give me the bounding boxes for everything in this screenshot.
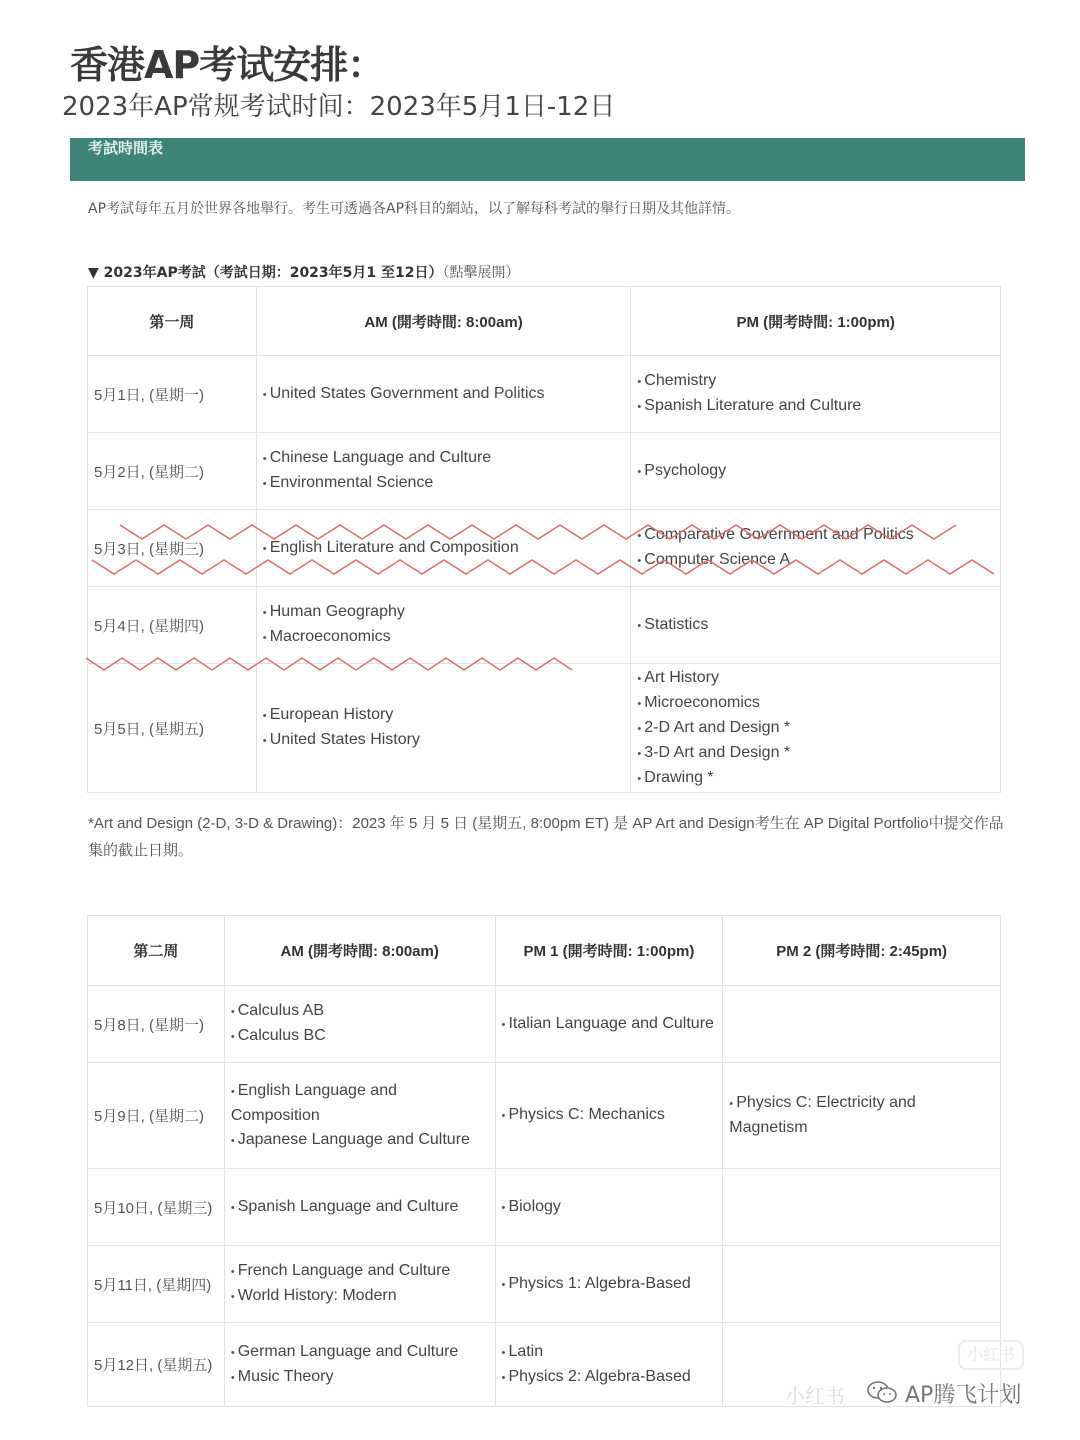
week2-pm1-list [502,1012,717,1037]
subject-item: • Human Geography [263,600,625,625]
week1-row [88,587,1001,664]
week2-am-list [231,999,489,1049]
subject-item: • Psychology [637,459,994,484]
week1-am-list [263,536,625,561]
subject-item: • Calculus BC [231,1024,489,1049]
account-watermark: AP腾飞计划 [905,1383,1022,1408]
week1-pm-cell [631,356,1001,433]
week2-pm1-list [502,1195,717,1220]
subject-item: • 3-D Art and Design * [637,741,994,766]
subject-item: • United States History [263,728,625,753]
subject-item: • Physics C: Electricity and Magnetism [729,1091,994,1140]
intro-text: AP考試每年五月於世界各地舉行。考生可透過各AP科目的網站，以了解每科考試的舉行日期及其他詳情。 [88,201,741,217]
exam-date: 5月4日, (星期四) [88,587,257,664]
schedule-banner [70,138,1025,181]
week1-am-list [263,600,625,650]
page-title: 香港AP考试安排： [70,43,385,87]
week2-header-pm1: PM 1 (開考時間: 1:00pm) [495,916,723,986]
week1-table [87,286,1001,793]
week2-pm2-cell [723,1169,1001,1246]
subject-item: • Italian Language and Culture [502,1012,717,1037]
week1-pm-list [637,369,994,419]
banner-label: 考試時間表 [88,139,164,157]
week1-pm-cell [631,587,1001,664]
subject-item: • Environmental Science [263,471,625,496]
exam-date: 5月2日, (星期二) [88,433,257,510]
week2-row [88,1063,1001,1169]
subject-item: • Chinese Language and Culture [263,446,625,471]
wechat-icon [866,1380,898,1404]
week1-pm-list [637,459,994,484]
subject-item: • Spanish Literature and Culture [637,394,994,419]
week1-row [88,510,1001,587]
subject-item: • Calculus AB [231,999,489,1024]
subject-item: • Statistics [637,613,994,638]
exam-date: 5月12日, (星期五) [88,1323,225,1407]
subject-item: • Latin [502,1340,717,1365]
week1-pm-cell [631,664,1001,793]
week2-header-week: 第二周 [88,916,225,986]
week1-am-list [263,382,625,407]
subject-item: • Physics 2: Algebra-Based [502,1365,717,1390]
week1-pm-list [637,523,994,573]
week1-header-pm: PM (開考時間: 1:00pm) [631,287,1001,356]
exam-date: 5月8日, (星期一) [88,986,225,1063]
subject-item: • Microeconomics [637,691,994,716]
week2-pm2-cell [723,986,1001,1063]
platform-watermark: 小红书 [785,1384,845,1408]
week2-am-list [231,1195,489,1220]
week2-row [88,1323,1001,1407]
week2-am-cell [224,986,495,1063]
subject-item: • Drawing * [637,766,994,791]
subject-item: • English Literature and Composition [263,536,625,561]
week2-pm1-list [502,1103,717,1128]
week1-row [88,433,1001,510]
week2-am-list [231,1079,489,1153]
section-label: ▼ 2023年AP考試（考試日期：2023年5月1 至12日） [88,265,443,281]
week2-pm1-cell [495,1323,723,1407]
week2-header-pm2: PM 2 (開考時間: 2:45pm) [723,916,1001,986]
week2-pm2-cell [723,1246,1001,1323]
exam-date: 5月10日, (星期三) [88,1169,225,1246]
week1-am-cell [256,433,631,510]
subject-item: • Physics 1: Algebra-Based [502,1272,717,1297]
week1-pm-list [637,613,994,638]
subject-item: • Comparative Government and Politics [637,523,994,548]
exam-date: 5月5日, (星期五) [88,664,257,793]
week1-header-am: AM (開考時間: 8:00am) [256,287,631,356]
week2-am-list [231,1259,489,1309]
week2-row [88,1169,1001,1246]
week2-table [87,915,1001,1407]
subject-item: • English Language and Composition [231,1079,489,1128]
week2-header-am: AM (開考時間: 8:00am) [224,916,495,986]
exam-date: 5月1日, (星期一) [88,356,257,433]
subject-item: • Chemistry [637,369,994,394]
subject-item: • French Language and Culture [231,1259,489,1284]
week2-pm1-cell [495,1169,723,1246]
week2-pm1-cell [495,986,723,1063]
week1-am-list [263,446,625,496]
week1-am-list [263,703,625,753]
subject-item: • Japanese Language and Culture [231,1128,489,1153]
subject-item: • European History [263,703,625,728]
week2-am-cell [224,1169,495,1246]
subject-item: • Macroeconomics [263,625,625,650]
week2-pm1-list [502,1340,717,1390]
xiaohongshu-logo: 小红书 [958,1340,1024,1370]
week1-row [88,664,1001,793]
subject-item: • United States Government and Politics [263,382,625,407]
week1-pm-cell [631,510,1001,587]
week2-row [88,1246,1001,1323]
subject-item: • World History: Modern [231,1284,489,1309]
subject-item: • Computer Science A [637,548,994,573]
week2-pm1-list [502,1272,717,1297]
week1-row [88,356,1001,433]
week1-pm-list [637,666,994,791]
subject-item: • 2-D Art and Design * [637,716,994,741]
week1-pm-cell [631,433,1001,510]
week2-am-list [231,1340,489,1390]
exam-date: 5月9日, (星期二) [88,1063,225,1169]
week2-am-cell [224,1246,495,1323]
exam-date: 5月11日, (星期四) [88,1246,225,1323]
subject-item: • Art History [637,666,994,691]
exam-date: 5月3日, (星期三) [88,510,257,587]
week2-am-cell [224,1323,495,1407]
week1-header-week: 第一周 [88,287,257,356]
subject-item: • Physics C: Mechanics [502,1103,717,1128]
subject-item: • Spanish Language and Culture [231,1195,489,1220]
week2-pm1-cell [495,1063,723,1169]
art-design-note: *Art and Design (2-D, 3-D & Drawing)：2023 年 5 月 5 日 (星期五, 8:00pm ET) 是 AP Art and Design考生在 AP Digital Portfolio中提交作品集的截止日期。 [88,815,1004,859]
week2-pm2-cell [723,1063,1001,1169]
subject-item: • Music Theory [231,1365,489,1390]
subject-item: • German Language and Culture [231,1340,489,1365]
section-hint: （點擊展開） [442,265,520,281]
exam-period-subtitle: 2023年AP常规考试时间：2023年5月1日-12日 [62,92,616,122]
week2-pm1-cell [495,1246,723,1323]
week2-pm2-list [729,1091,994,1140]
week2-row [88,986,1001,1063]
week1-am-cell [256,510,631,587]
week2-am-cell [224,1063,495,1169]
subject-item: • Biology [502,1195,717,1220]
week1-am-cell [256,587,631,664]
week1-am-cell [256,664,631,793]
week1-am-cell [256,356,631,433]
section-toggle[interactable] [88,262,520,282]
